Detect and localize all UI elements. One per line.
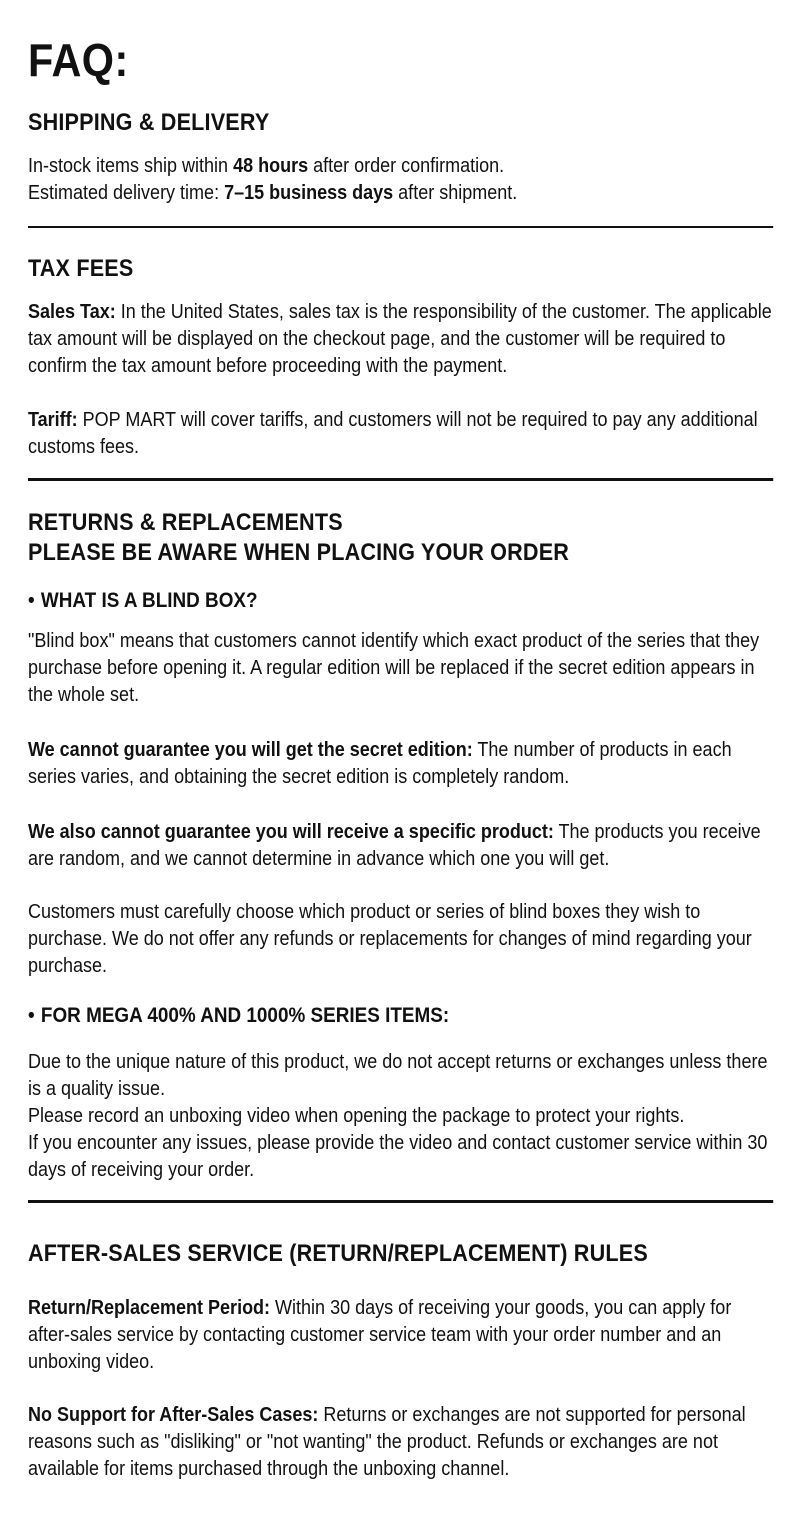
- text-segment: The products you receive are random, and we cannot determine in advance which one you will get.: [28, 821, 761, 871]
- aftersales-heading: AFTER-SALES SERVICE (RETURN/REPLACEMENT) RULES: [28, 1240, 648, 1268]
- returns-heading-block: [28, 508, 773, 568]
- mega-line-1: Due to the unique nature of this product, we do not accept returns or exchanges unless there is a quality issue.: [28, 1051, 768, 1101]
- section-aftersales-rules: [28, 1239, 773, 1483]
- bullet-marker: •: [28, 1004, 35, 1028]
- shipping-line-2: [28, 180, 773, 207]
- text-segment: The number of products in each series varies, and obtaining the secret edition is completely random.: [28, 739, 732, 789]
- shipping-line-1: [28, 153, 773, 180]
- page-title: FAQ:: [28, 34, 129, 86]
- tariff-paragraph: [28, 407, 773, 461]
- text-segment: after shipment.: [393, 182, 518, 205]
- mega-line-3: If you encounter any issues, please provide the video and contact customer service within 30 days of receiving your order.: [28, 1132, 768, 1182]
- bold-lead: We cannot guarantee you will get the secret edition:: [28, 739, 473, 762]
- bold-lead: Sales Tax:: [28, 301, 116, 324]
- text-segment: after order confirmation.: [308, 155, 505, 178]
- text-segment: POP MART will cover tariffs, and customers will not be required to pay any additional customs fees.: [28, 409, 758, 459]
- return-period-paragraph: [28, 1295, 773, 1376]
- mega-line-2: Please record an unboxing video when opening the package to protect your rights.: [28, 1105, 685, 1128]
- section-divider: [28, 226, 773, 228]
- choose-carefully-paragraph: Customers must carefully choose which product or series of blind boxes they wish to purchase. We do not offer any refunds or replacements for changes of mind regarding your purchase.: [28, 901, 752, 978]
- text-segment: In the United States, sales tax is the responsibility of the customer. The applicable tax amount will be displayed on the checkout page, and the customer will be required to confirm the tax amount before proceeding with the payment.: [28, 301, 772, 378]
- bold-segment: 7–15 business days: [224, 182, 394, 205]
- section-tax-fees: [28, 254, 773, 461]
- bold-lead: We also cannot guarantee you will receive a specific product:: [28, 821, 554, 844]
- shipping-heading: SHIPPING & DELIVERY: [28, 109, 270, 137]
- bullet-marker: •: [28, 589, 35, 613]
- bold-lead: Tariff:: [28, 409, 78, 432]
- bold-lead: No Support for After-Sales Cases:: [28, 1404, 319, 1427]
- returns-heading-line-2: PLEASE BE AWARE WHEN PLACING YOUR ORDER: [28, 539, 570, 567]
- subhead-mega-series: [28, 1005, 773, 1027]
- section-shipping-delivery: [28, 108, 773, 207]
- sales-tax-paragraph: [28, 299, 773, 380]
- subhead-text: FOR MEGA 400% AND 1000% SERIES ITEMS:: [40, 1004, 450, 1028]
- specific-product-paragraph: [28, 819, 773, 873]
- faq-content: [28, 36, 773, 1483]
- tax-heading: TAX FEES: [28, 255, 134, 283]
- subhead-what-is-blind-box: [28, 590, 773, 612]
- bold-lead: Return/Replacement Period:: [28, 1297, 271, 1320]
- section-divider: [28, 478, 773, 481]
- section-divider: [28, 1200, 773, 1203]
- bold-segment: 48 hours: [233, 155, 309, 178]
- text-segment: Returns or exchanges are not supported for personal reasons such as "disliking" or "not wanting" the product. Refunds or exchanges are not available for items purchased through the unboxing channel.: [28, 1404, 746, 1481]
- text-segment: Estimated delivery time:: [28, 182, 225, 205]
- blindbox-paragraph: "Blind box" means that customers cannot identify which exact product of the series that they purchase before opening it. A regular edition will be replaced if the secret edition appears in the whole set.: [28, 630, 760, 707]
- section-returns-replacements: [28, 508, 773, 1184]
- mega-series-paragraph: [28, 1049, 773, 1184]
- no-support-paragraph: [28, 1402, 773, 1483]
- secret-edition-paragraph: [28, 737, 773, 791]
- text-segment: Within 30 days of receiving your goods, you can apply for after-sales service by contacting customer service team with your order number and an unboxing video.: [28, 1297, 732, 1374]
- subhead-text: WHAT IS A BLIND BOX?: [40, 589, 258, 613]
- text-segment: In-stock items ship within: [28, 155, 234, 178]
- returns-heading-line-1: RETURNS & REPLACEMENTS: [28, 509, 343, 537]
